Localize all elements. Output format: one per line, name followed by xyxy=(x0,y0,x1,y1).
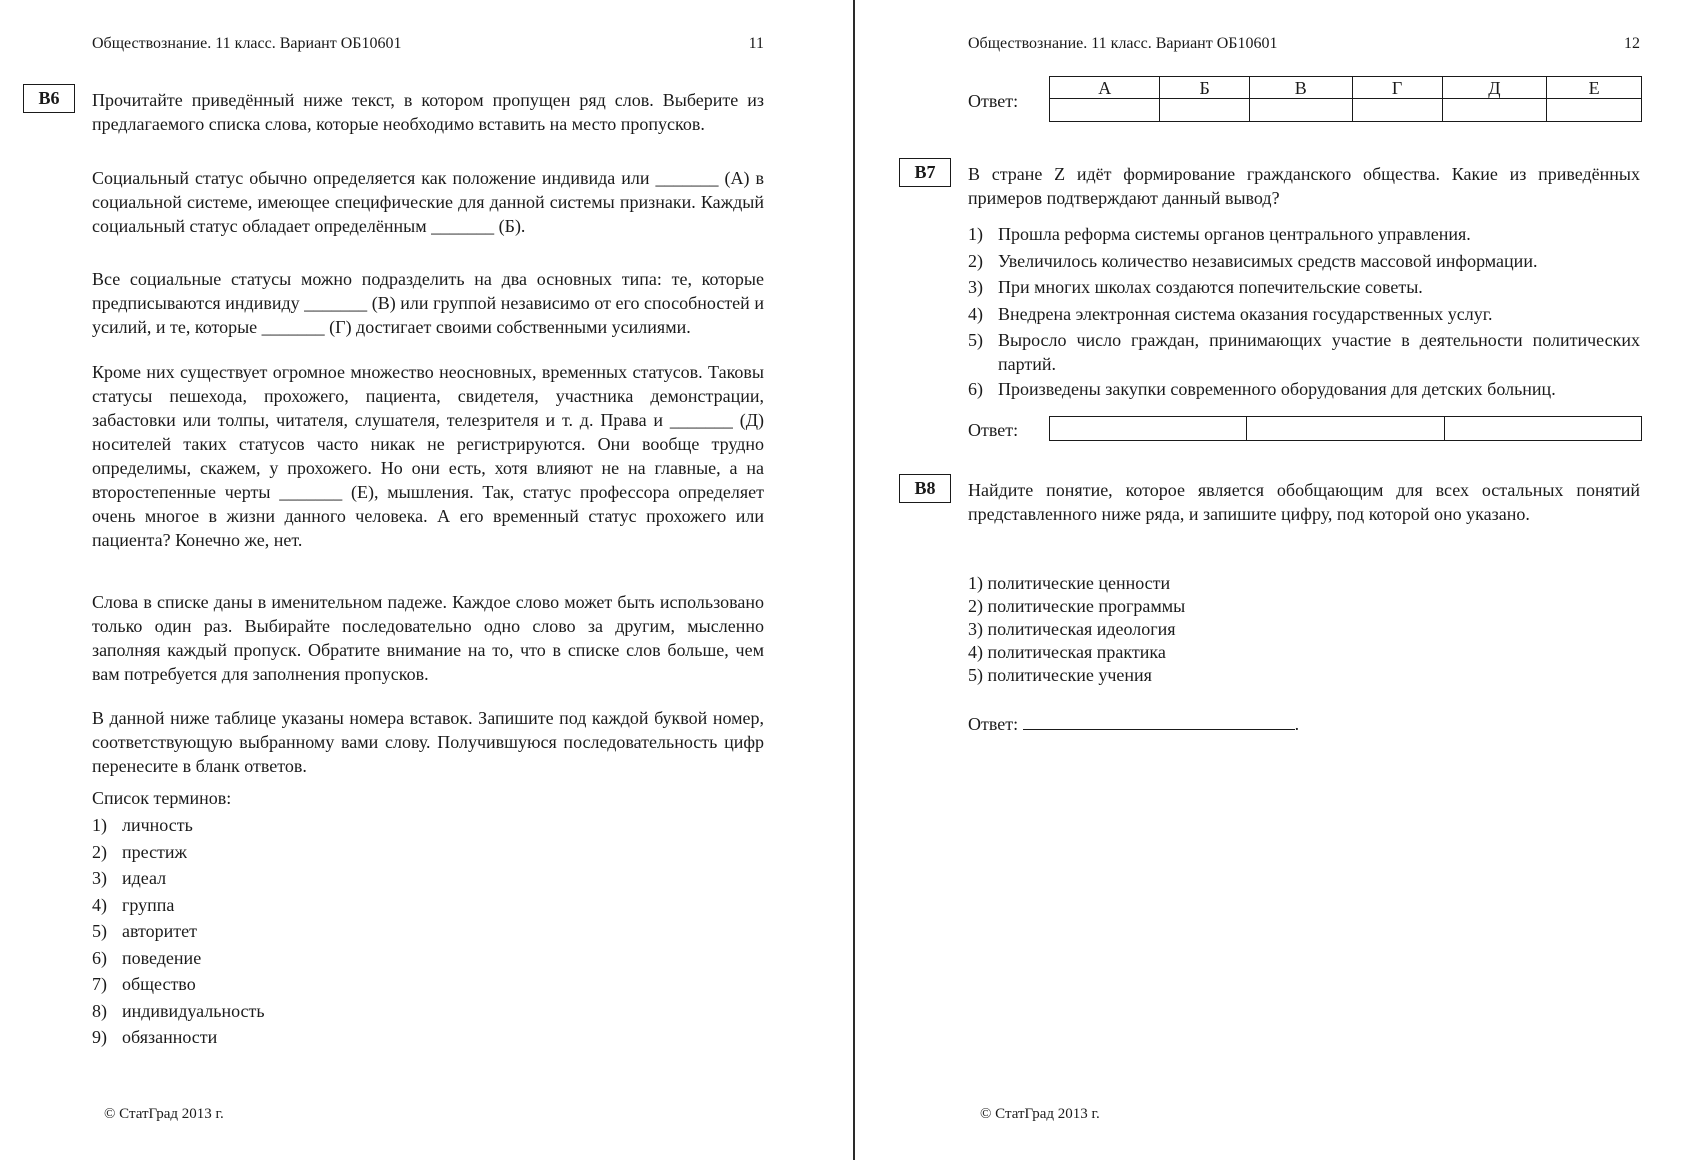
item-number: 4) xyxy=(92,894,107,915)
paragraph-text: Социальный статус обычно определяется как положение индивида или _______ (А) в социальной системе, имеющее специфические для данной системы признаки. Каждый социальный статус обладает определённым _______ (Б). xyxy=(92,168,764,236)
b8-question xyxy=(968,478,1640,526)
answer-cell[interactable] xyxy=(1249,99,1352,122)
b8-options-list xyxy=(968,571,1185,686)
item-text: Увеличилось количество независимых средств массовой информации. xyxy=(998,250,1538,271)
list-item: 3) политическая идеология xyxy=(968,619,1176,639)
paragraph-text: Все социальные статусы можно подразделить на два основных типа: те, которые предписываются индивиду _______ (В) или группой независимо от его способностей и усилий, и те, которые _______ (Г) достигает своими собственными усилиями. xyxy=(92,269,764,337)
b8-answer-line[interactable] xyxy=(1023,711,1295,730)
answer-cell[interactable] xyxy=(1050,99,1160,122)
item-number: 6) xyxy=(968,379,983,399)
header-title: Обществознание. 11 класс. Вариант ОБ10601 xyxy=(92,35,402,52)
answer-table-input-row xyxy=(1050,417,1642,441)
item-number: 3) xyxy=(92,868,107,888)
list-item xyxy=(92,813,265,840)
list-item xyxy=(968,275,1640,302)
item-text: Выросло число граждан, принимающих участие в деятельности политических партий. xyxy=(998,330,1640,374)
paragraph-text: Слова в списке даны в именительном падеже. Каждое слово может быть использовано только один раз. Выбирайте последовательно одно слово за другим, мысленно заполняя каждый пропуск. Обратите внимание на то, что в списке слов больше, чем вам потребуется для заполнения пропусков. xyxy=(92,592,764,684)
item-number: 4) xyxy=(968,303,983,324)
item-text: авторитет xyxy=(122,921,198,941)
list-item xyxy=(968,249,1640,276)
list-item xyxy=(968,222,1640,249)
b7-answer-table xyxy=(1049,416,1642,441)
item-number: 9) xyxy=(92,1027,107,1047)
list-item xyxy=(92,999,265,1026)
item-text: личность xyxy=(122,815,193,835)
answer-column-letter: Б xyxy=(1160,77,1249,99)
item-text: обязанности xyxy=(122,1027,218,1047)
task-label-b7: В7 xyxy=(899,158,951,187)
list-item xyxy=(968,328,1640,377)
terms-list xyxy=(92,813,265,1052)
page-header xyxy=(92,32,764,56)
list-item xyxy=(92,1025,265,1052)
list-item xyxy=(968,302,1640,329)
paragraph-text: Кроме них существует огромное множество неосновных, временных статусов. Таковы статусы пешехода, прохожего, пациента, свидетеля, участника демонстрации, забастовки или толпы, читателя, слушателя, телезрителя и т. д. Права и _______ (Д) носителей таких статусов часто никак не регистрируются. Они вообще трудно определимы, скажем, у прохожего. Но они есть, хотя влияют не на главные, а на второстепенные черты _______ (Е), мышления. Так, статус профессора определяет очень многое в жизни данного человека. А его временный статус прохожего или пациента? Конечно же, нет. xyxy=(92,362,764,550)
page-number: 11 xyxy=(748,35,764,52)
item-text: общество xyxy=(122,974,196,994)
b6-table-instructions xyxy=(92,706,764,778)
item-text: идеал xyxy=(122,868,167,888)
b6-intro xyxy=(92,88,764,136)
footer-copyright: © СтатГрад 2013 г. xyxy=(104,1106,224,1122)
paragraph-text: В данной ниже таблице указаны номера вставок. Запишите под каждой буквой номер, соответствующую выбранному вами слову. Получившуюся последовательность цифр перенесите в бланк ответов. xyxy=(92,708,764,776)
item-text: престиж xyxy=(122,841,187,862)
b8-answer-row xyxy=(968,711,1299,736)
item-text: группа xyxy=(122,894,175,915)
item-text: Внедрена электронная система оказания государственных услуг. xyxy=(998,303,1493,324)
b6-text-paragraph-3 xyxy=(92,360,764,552)
b6-intro-text: Прочитайте приведённый ниже текст, в котором пропущен ряд слов. Выберите из предлагаемого списка слова, которые необходимо вставить на место пропусков. xyxy=(92,90,764,134)
header-title: Обществознание. 11 класс. Вариант ОБ10601 xyxy=(968,35,1278,52)
item-number: 6) xyxy=(92,947,107,968)
list-item: 2) политические программы xyxy=(968,596,1186,616)
b6-answer-label: Ответ: xyxy=(968,91,1019,111)
footer-copyright: © СтатГрад 2013 г. xyxy=(980,1106,1100,1122)
answer-table-input-row xyxy=(1050,99,1642,122)
task-label-b8: В8 xyxy=(899,474,951,503)
item-text: индивидуальность xyxy=(122,1000,265,1021)
list-item xyxy=(92,919,265,946)
answer-column-letter: Д xyxy=(1442,77,1547,99)
page-11 xyxy=(38,0,764,1160)
terms-label: Список терминов: xyxy=(92,788,232,808)
answer-cell[interactable] xyxy=(1444,417,1641,441)
item-number: 8) xyxy=(92,1000,107,1021)
answer-cell[interactable] xyxy=(1160,99,1249,122)
answer-cell[interactable] xyxy=(1547,99,1642,122)
list-item xyxy=(92,972,265,999)
b7-question xyxy=(968,162,1640,210)
b6-answer-table xyxy=(1049,76,1642,122)
answer-cell[interactable] xyxy=(1247,417,1444,441)
list-item xyxy=(92,946,265,973)
list-item xyxy=(968,377,1640,404)
page-12 xyxy=(914,0,1640,1160)
answer-column-letter: В xyxy=(1249,77,1352,99)
answer-cell[interactable] xyxy=(1352,99,1442,122)
list-item xyxy=(92,840,265,867)
item-number: 1) xyxy=(92,815,107,835)
item-number: 5) xyxy=(968,330,983,350)
list-item: 4) политическая практика xyxy=(968,642,1166,662)
answer-table-header-row xyxy=(1050,77,1642,99)
answer-column-letter: Г xyxy=(1352,77,1442,99)
item-text: Прошла реформа системы органов центрального управления. xyxy=(998,224,1471,244)
item-text: поведение xyxy=(122,947,202,968)
b6-text-paragraph-2 xyxy=(92,267,764,339)
item-text: Произведены закупки современного оборудования для детских больниц. xyxy=(998,379,1556,399)
list-item: 5) политические учения xyxy=(968,665,1152,685)
page-header xyxy=(968,32,1640,56)
item-text: При многих школах создаются попечительские советы. xyxy=(998,277,1423,297)
task-label-b6: В6 xyxy=(23,84,75,113)
item-number: 7) xyxy=(92,974,107,994)
b7-question-text: В стране Z идёт формирование гражданского общества. Какие из приведённых примеров подтверждают данный вывод? xyxy=(968,164,1640,208)
item-number: 1) xyxy=(968,224,983,244)
answer-column-letter: А xyxy=(1050,77,1160,99)
answer-column-letter: Е xyxy=(1547,77,1642,99)
list-item xyxy=(92,893,265,920)
answer-cell[interactable] xyxy=(1050,417,1247,441)
b8-question-text: Найдите понятие, которое является обобщающим для всех остальных понятий представленного ниже ряда, и запишите цифру, под которой оно указано. xyxy=(968,480,1640,524)
b6-text-paragraph-1 xyxy=(92,166,764,238)
page-divider xyxy=(853,0,855,1160)
b8-answer-end: . xyxy=(1294,714,1300,734)
list-item xyxy=(92,866,265,893)
item-number: 2) xyxy=(92,841,107,862)
answer-cell[interactable] xyxy=(1442,99,1547,122)
item-number: 5) xyxy=(92,921,107,941)
b7-answer-label: Ответ: xyxy=(968,420,1019,440)
page-number: 12 xyxy=(1624,35,1640,52)
item-number: 2) xyxy=(968,250,983,271)
b6-instructions xyxy=(92,590,764,686)
b7-options-list xyxy=(968,222,1640,404)
list-item: 1) политические ценности xyxy=(968,573,1171,593)
b8-answer-label: Ответ: xyxy=(968,714,1019,734)
item-number: 3) xyxy=(968,277,983,297)
